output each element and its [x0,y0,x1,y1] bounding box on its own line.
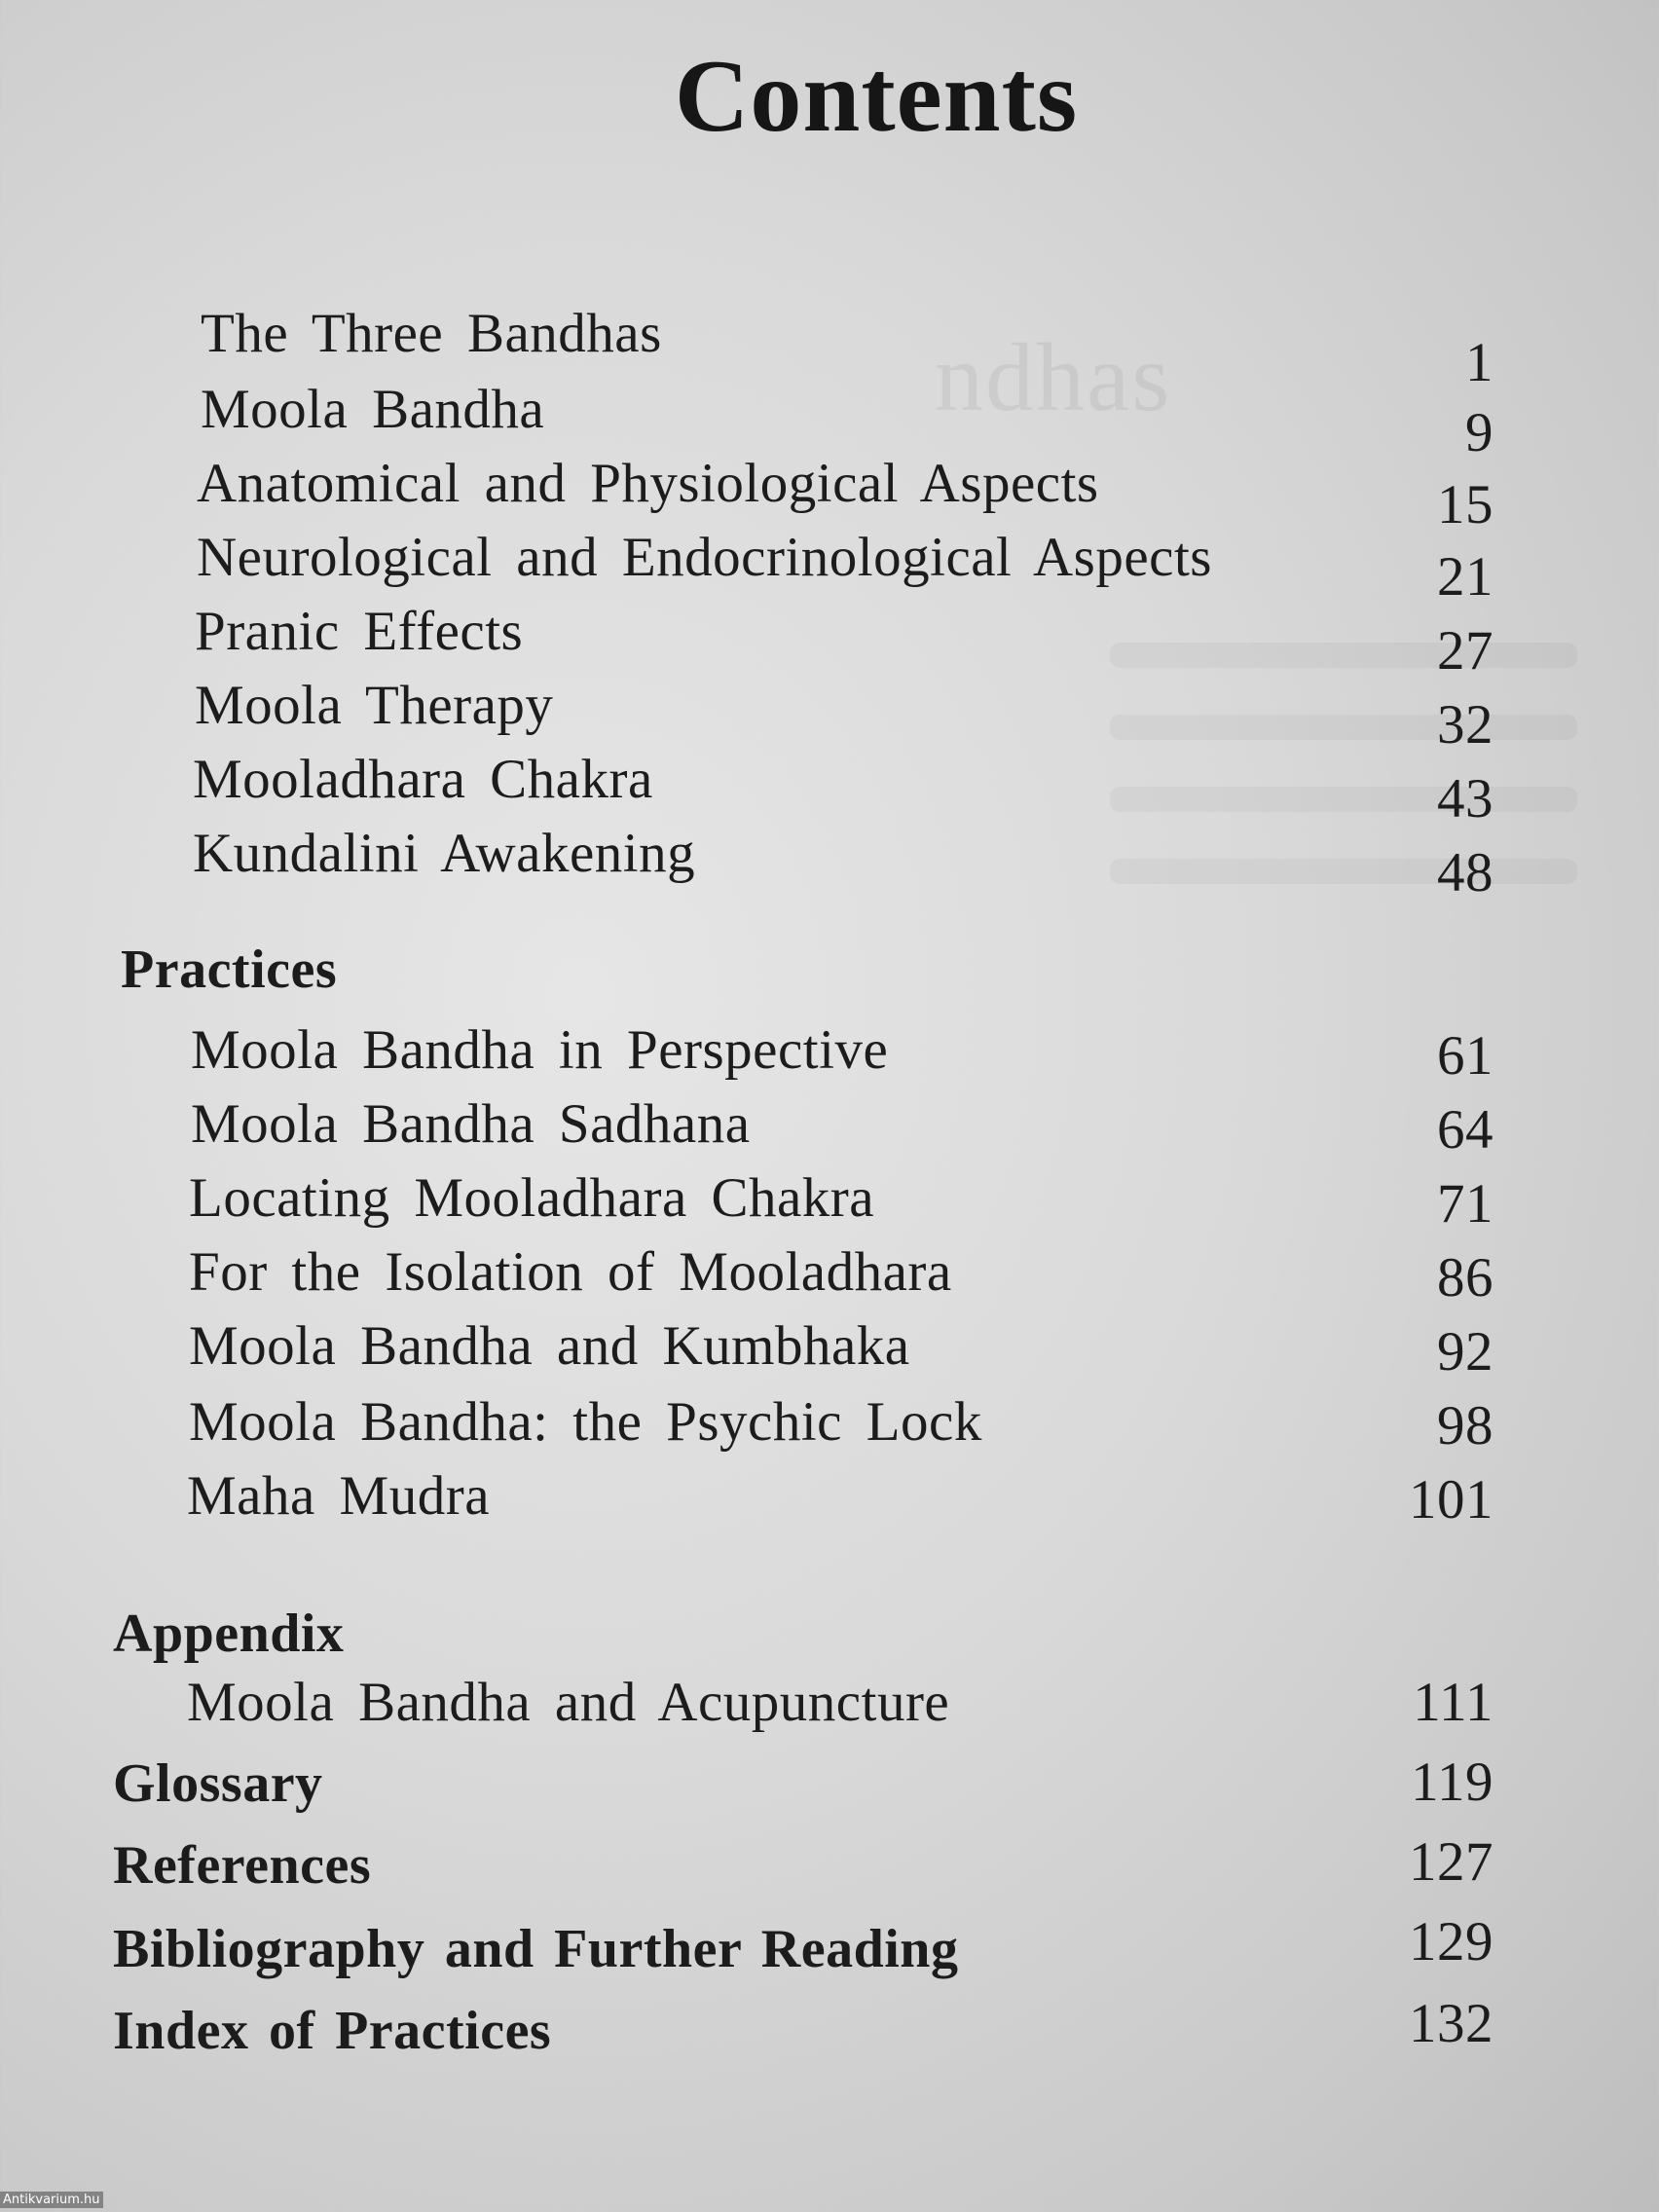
toc-entry-label: Moola Bandha: the Psychic Lock [189,1391,982,1453]
toc-entry-label: Moola Bandha Sadhana [191,1093,751,1155]
toc-entry-label: Moola Bandha in Perspective [191,1019,889,1081]
toc-entry-page: 71 [1437,1173,1493,1235]
toc-heading-entry: Glossary [113,1753,323,1814]
toc-entry-page: 127 [1409,1831,1493,1893]
toc-entry-page: 98 [1437,1395,1493,1456]
section-heading-practices: Practices [121,940,338,1000]
page-title: Contents [674,39,1079,153]
toc-entry-page: 15 [1437,474,1493,535]
toc-heading-entry: Index of Practices [113,2001,552,2061]
toc-heading-entry: References [113,1835,372,1896]
toc-entry-page: 27 [1437,620,1493,682]
toc-entry-label: For the Isolation of Mooladhara [189,1241,952,1303]
toc-entry-page: 48 [1437,842,1493,903]
toc-entry-label: Moola Bandha and Kumbhaka [189,1315,910,1377]
toc-heading-entry: Bibliography and Further Reading [113,1919,959,1979]
toc-entry-label: Neurological and Endocrinological Aspects [197,527,1212,588]
toc-entry-page: 129 [1409,1911,1493,1972]
toc-entry-label: Kundalini Awakening [193,823,696,884]
toc-entry-label: Maha Mudra [187,1465,490,1527]
toc-entry-label: Anatomical and Physiological Aspects [197,453,1099,514]
toc-entry-page: 86 [1437,1247,1493,1309]
toc-entry-page: 111 [1413,1672,1493,1733]
toc-entry-page: 101 [1409,1469,1493,1530]
toc-entry-page: 64 [1437,1099,1493,1161]
toc-entry-page: 132 [1409,1993,1493,2054]
toc-entry-page: 21 [1437,546,1493,608]
toc-entry-label: The Three Bandhas [201,303,662,364]
toc-entry-label: Moola Therapy [195,675,554,736]
toc-entry-label: Moola Bandha [201,379,545,440]
toc-entry-page: 9 [1465,402,1493,463]
toc-entry-label: Moola Bandha and Acupuncture [187,1672,950,1733]
bleed-through-text: ndhas [935,323,1172,431]
toc-entry-page: 119 [1411,1751,1493,1813]
toc-entry-page: 92 [1437,1321,1493,1382]
toc-entry-label: Pranic Effects [195,601,524,662]
section-heading-appendix: Appendix [113,1604,345,1664]
toc-entry-page: 32 [1437,694,1493,756]
toc-entry-page: 43 [1437,768,1493,830]
toc-entry-page: 1 [1465,332,1493,393]
watermark-label: Antikvarium.hu [0,2192,103,2208]
toc-entry-page: 61 [1437,1025,1493,1087]
toc-entry-label: Locating Mooladhara Chakra [189,1167,875,1229]
toc-entry-label: Mooladhara Chakra [193,749,653,810]
